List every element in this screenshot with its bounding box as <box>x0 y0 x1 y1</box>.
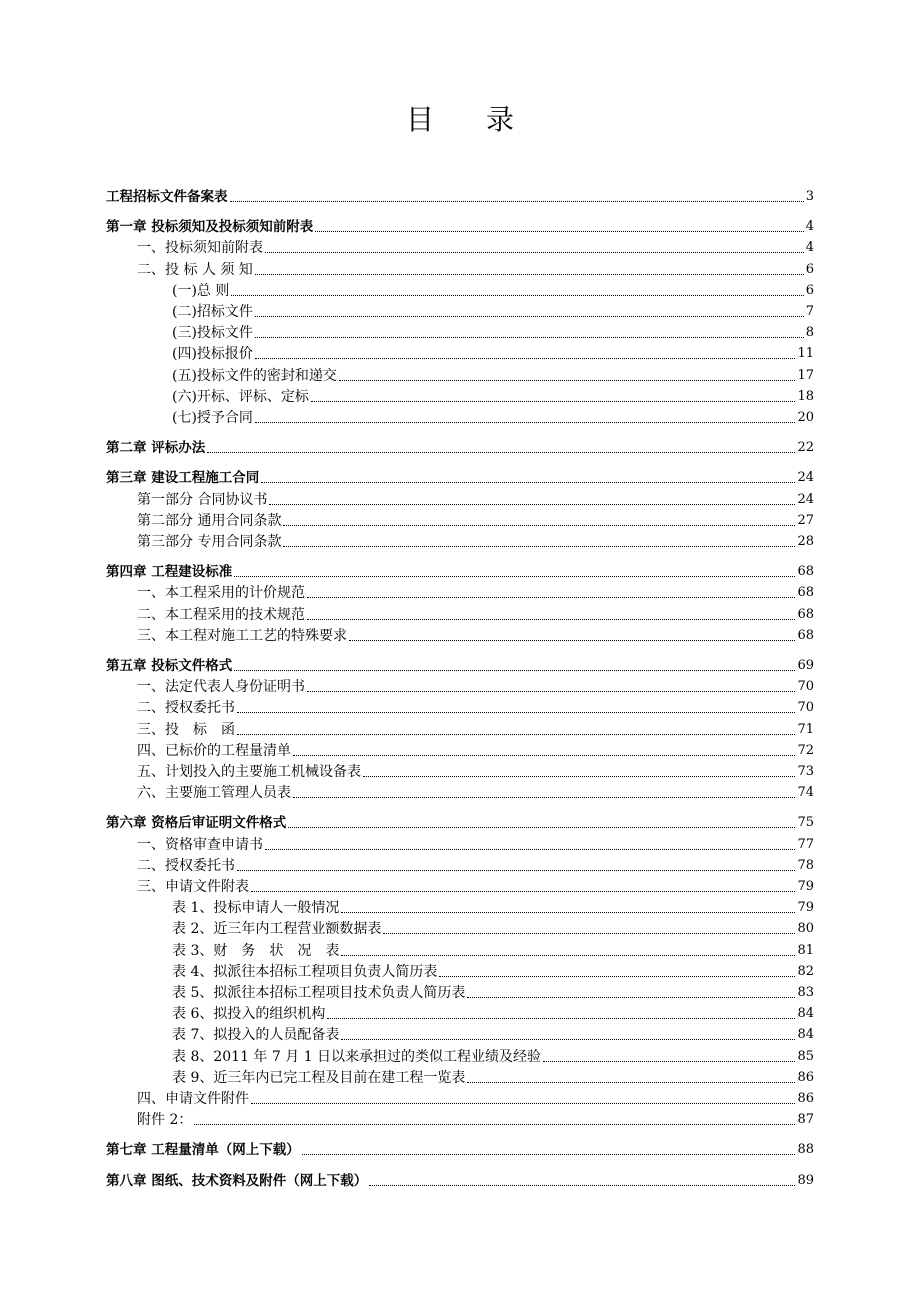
dot-leader <box>467 997 795 998</box>
dot-leader <box>383 933 795 934</box>
toc-entry-page-number: 71 <box>797 721 814 737</box>
toc-entry-label: 一、资格审查申请书 <box>137 836 263 853</box>
toc-chapter-entry[interactable] <box>106 654 814 675</box>
toc-entry-label: 第五章 投标文件格式 <box>106 658 233 674</box>
toc-entry-page-number: 83 <box>797 985 814 1000</box>
toc-entry-label: 三、投 标 函 <box>137 721 235 738</box>
toc-entry-page-number: 3 <box>805 189 814 204</box>
toc-entry-page-number: 8 <box>805 325 814 341</box>
toc-entry[interactable] <box>172 279 814 300</box>
toc-entry-label: 二、投 标 人 须 知 <box>137 261 253 278</box>
toc-entry-label: 工程招标文件备案表 <box>106 189 228 205</box>
toc-entry-page-number: 11 <box>797 346 814 362</box>
toc-entry-label: 一、法定代表人身份证明书 <box>137 679 305 696</box>
toc-entry[interactable] <box>172 364 814 385</box>
toc-entry-label: (三)投标文件 <box>172 325 253 342</box>
dot-leader <box>293 797 795 798</box>
toc-entry[interactable] <box>137 258 814 279</box>
toc-entry[interactable] <box>137 833 814 854</box>
toc-entry-page-number: 70 <box>797 700 814 716</box>
toc-entry[interactable] <box>137 624 814 645</box>
toc-entry[interactable] <box>137 1108 814 1129</box>
toc-entry-page-number: 17 <box>797 367 814 383</box>
toc-entry[interactable] <box>137 603 814 624</box>
toc-entry-page-number: 81 <box>797 942 814 958</box>
toc-entry-page-number: 68 <box>797 606 814 622</box>
dot-leader <box>349 640 795 641</box>
toc-entry-label: (二)招标文件 <box>172 304 253 320</box>
dot-leader <box>283 546 795 547</box>
toc-entry-page-number: 79 <box>797 879 814 894</box>
toc-entry-page-number: 84 <box>797 1006 814 1022</box>
toc-entry-page-number: 18 <box>797 388 814 404</box>
toc-entry[interactable] <box>172 981 814 1002</box>
toc-entry-label: 二、本工程采用的技术规范 <box>137 606 305 623</box>
toc-chapter-entry[interactable] <box>106 1169 814 1190</box>
toc-entry-page-number: 7 <box>805 304 814 319</box>
toc-entry-page-number: 72 <box>797 742 814 758</box>
toc-entry-label: (七)授予合同 <box>172 410 253 426</box>
toc-entry-label: 第八章 图纸、技术资料及附件（网上下载） <box>106 1172 368 1189</box>
toc-chapter-entry[interactable] <box>106 436 814 457</box>
toc-entry[interactable] <box>137 718 814 739</box>
toc-entry[interactable] <box>172 939 814 960</box>
toc-entry[interactable] <box>137 675 814 696</box>
dot-leader <box>307 597 795 598</box>
dot-leader <box>251 891 795 892</box>
toc-entry-page-number: 28 <box>797 534 814 549</box>
toc-entry-label: 表 7、拟投入的人员配备表 <box>172 1027 340 1044</box>
toc-entry-label: (五)投标文件的密封和递交 <box>172 367 337 384</box>
toc-entry[interactable] <box>137 739 814 760</box>
toc-entry-label: 第三章 建设工程施工合同 <box>106 470 260 487</box>
toc-entry-page-number: 78 <box>797 857 814 873</box>
dot-leader <box>269 504 795 505</box>
toc-entry[interactable] <box>172 1023 814 1044</box>
dot-leader <box>231 295 803 296</box>
toc-entry-page-number: 82 <box>797 963 814 979</box>
toc-entry-label: 第六章 资格后审证明文件格式 <box>106 815 287 832</box>
toc-entry[interactable] <box>172 1066 814 1087</box>
toc-entry-page-number: 75 <box>797 815 814 831</box>
toc-entry-page-number: 88 <box>797 1142 814 1158</box>
dot-leader <box>283 525 795 526</box>
toc-entry-label: 一、本工程采用的计价规范 <box>137 585 305 602</box>
toc-entry[interactable] <box>172 300 814 321</box>
dot-leader <box>467 1082 795 1083</box>
toc-entry-label: 四、已标价的工程量清单 <box>137 742 291 759</box>
toc-entry[interactable] <box>172 321 814 342</box>
toc-chapter-entry[interactable] <box>106 185 814 206</box>
toc-entry-page-number: 87 <box>797 1112 814 1128</box>
toc-entry-page-number: 20 <box>797 410 814 425</box>
toc-entry[interactable] <box>172 342 814 363</box>
toc-entry-page-number: 24 <box>797 491 814 507</box>
toc-entry-label: 表 5、拟派往本招标工程项目技术负责人简历表 <box>172 985 466 1001</box>
toc-entry-label: (四)投标报价 <box>172 346 253 363</box>
toc-entry-label: (一)总 则 <box>172 282 230 299</box>
toc-entry-label: 表 6、拟投入的组织机构 <box>172 1006 326 1023</box>
toc-entry-label: 表 4、拟派往本招标工程项目负责人简历表 <box>172 963 438 980</box>
toc-entry-page-number: 24 <box>797 470 814 486</box>
dot-leader <box>237 870 795 871</box>
toc-entry-page-number: 68 <box>797 585 814 601</box>
toc-entry-label: 附件 2： <box>137 1112 193 1129</box>
dot-leader <box>341 955 795 956</box>
dot-leader <box>339 380 796 381</box>
dot-leader <box>439 976 795 977</box>
dot-leader <box>255 337 804 338</box>
dot-leader <box>194 1124 795 1125</box>
toc-entry-page-number: 77 <box>797 836 814 852</box>
toc-entry-page-number: 27 <box>797 512 814 528</box>
toc-entry-label: 一、投标须知前附表 <box>137 240 263 257</box>
toc-chapter-entry[interactable] <box>106 466 814 487</box>
toc-entry-page-number: 74 <box>797 785 814 801</box>
dot-leader <box>363 776 795 777</box>
dot-leader <box>341 912 795 913</box>
dot-leader <box>234 576 795 577</box>
toc-entry-label: 第二部分 通用合同条款 <box>137 512 282 529</box>
dot-leader <box>230 201 804 202</box>
toc-entry-page-number: 4 <box>805 240 814 256</box>
toc-entry-label: 三、申请文件附表 <box>137 879 249 895</box>
toc-entry[interactable] <box>172 1002 814 1023</box>
dot-leader <box>237 734 795 735</box>
dot-leader <box>261 482 795 483</box>
toc-entry-page-number: 80 <box>797 921 814 937</box>
toc-chapter-entry[interactable] <box>106 1138 814 1159</box>
toc-entry-label: (六)开标、评标、定标 <box>172 388 309 405</box>
toc-entry-label: 五、计划投入的主要施工机械设备表 <box>137 764 361 780</box>
dot-leader <box>311 401 796 402</box>
page-title: 目录 <box>405 103 566 136</box>
dot-leader <box>255 316 804 317</box>
toc-entry-page-number: 86 <box>797 1069 814 1085</box>
toc-entry[interactable] <box>172 1045 814 1066</box>
toc-entry[interactable] <box>137 1087 814 1108</box>
dot-leader <box>327 1018 795 1019</box>
dot-leader <box>237 712 795 713</box>
dot-leader <box>369 1185 795 1186</box>
toc-entry-label: 二、授权委托书 <box>137 857 235 874</box>
dot-leader <box>307 691 795 692</box>
toc-entry[interactable] <box>137 696 814 717</box>
toc-entry-page-number: 70 <box>797 679 814 695</box>
toc-entry-page-number: 4 <box>805 219 814 235</box>
toc-entry[interactable] <box>137 760 814 781</box>
toc-entry-page-number: 68 <box>797 564 814 580</box>
toc-entry-label: 表 3、财 务 状 况 表 <box>172 942 340 959</box>
toc-entry[interactable] <box>137 488 814 509</box>
toc-entry[interactable] <box>137 875 814 896</box>
toc-entry[interactable] <box>137 854 814 875</box>
dot-leader <box>302 1154 796 1155</box>
toc-chapter-entry[interactable] <box>106 560 814 581</box>
dot-leader <box>307 619 795 620</box>
toc-entry-label: 第四章 工程建设标准 <box>106 564 233 581</box>
dot-leader <box>265 252 804 253</box>
toc-entry-page-number: 86 <box>797 1091 814 1106</box>
toc-entry[interactable] <box>137 581 814 602</box>
toc-entry[interactable] <box>172 896 814 917</box>
toc-entry-label: 表 9、近三年内已完工程及目前在建工程一览表 <box>172 1069 466 1086</box>
toc-entry-label: 表 2、近三年内工程营业额数据表 <box>172 921 382 938</box>
dot-leader <box>207 452 795 453</box>
toc-entry-page-number: 68 <box>797 627 814 643</box>
toc-chapter-entry[interactable] <box>106 215 814 236</box>
toc-entry-page-number: 89 <box>797 1172 814 1188</box>
dot-leader <box>315 231 804 232</box>
toc-entry[interactable] <box>137 236 814 257</box>
dot-leader <box>255 274 804 275</box>
dot-leader <box>341 1039 795 1040</box>
toc-entry-label: 二、授权委托书 <box>137 700 235 717</box>
toc-entry[interactable] <box>172 960 814 981</box>
toc-entry-label: 表 8、2011 年 7 月 1 日以来承担过的类似工程业绩及经验 <box>172 1048 542 1065</box>
toc-entry-page-number: 69 <box>797 658 814 673</box>
toc-entry-page-number: 85 <box>797 1048 814 1064</box>
toc-entry-page-number: 6 <box>805 261 814 277</box>
toc-entry-label: 第七章 工程量清单（网上下载） <box>106 1142 300 1159</box>
dot-leader <box>293 755 795 756</box>
toc-entry-page-number: 84 <box>797 1027 814 1043</box>
toc-entry-label: 四、申请文件附件 <box>137 1091 249 1107</box>
dot-leader <box>255 358 796 359</box>
toc-entry[interactable] <box>172 385 814 406</box>
toc-entry-label: 第一章 投标须知及投标须知前附表 <box>106 219 314 236</box>
toc-entry[interactable] <box>172 406 814 427</box>
toc-entry-page-number: 73 <box>797 764 814 779</box>
dot-leader <box>288 827 795 828</box>
toc-chapter-entry[interactable] <box>106 811 814 832</box>
toc-entry-label: 第一部分 合同协议书 <box>137 491 268 508</box>
toc-entry-page-number: 79 <box>797 900 814 916</box>
toc-entry-label: 六、主要施工管理人员表 <box>137 785 291 802</box>
dot-leader <box>543 1061 795 1062</box>
dot-leader <box>234 670 795 671</box>
dot-leader <box>255 422 796 423</box>
toc-entry-label: 三、本工程对施工工艺的特殊要求 <box>137 627 347 644</box>
toc-entry[interactable] <box>137 530 814 551</box>
toc-entry-page-number: 6 <box>805 282 814 298</box>
toc-entry-label: 表 1、投标申请人一般情况 <box>172 900 340 917</box>
toc-entry[interactable] <box>137 509 814 530</box>
toc-entry-label: 第三部分 专用合同条款 <box>137 534 282 550</box>
toc-entry[interactable] <box>172 917 814 938</box>
toc-entry-page-number: 22 <box>797 440 814 456</box>
dot-leader <box>251 1103 795 1104</box>
toc-entry[interactable] <box>137 781 814 802</box>
dot-leader <box>265 849 795 850</box>
toc-entry-label: 第二章 评标办法 <box>106 440 206 457</box>
